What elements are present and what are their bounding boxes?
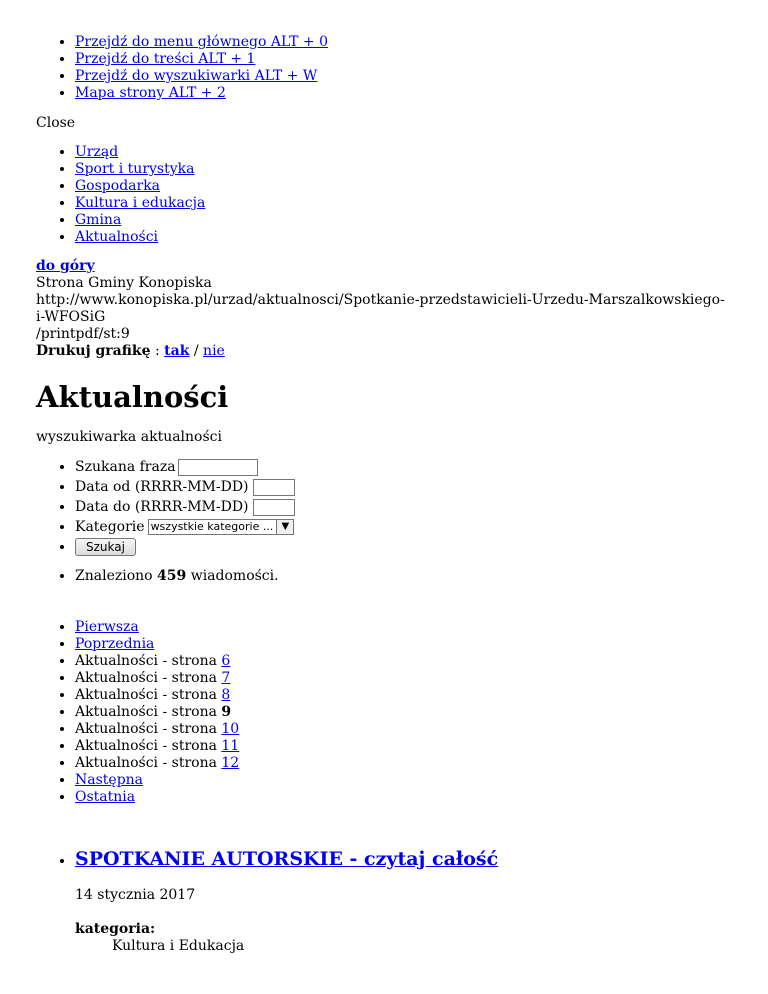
skip-to-content-link[interactable]: Przejdź do treści ALT + 1 [75,51,256,67]
pager-page-link[interactable]: 12 [221,755,240,771]
pager-page-label: Aktualności - strona [75,670,222,686]
category-select-value: wszystkie kategorie ... [150,520,274,533]
pager-page-label: Aktualności - strona [75,721,222,737]
news-title-link[interactable]: SPOTKANIE AUTORSKIE - czytaj całość [75,848,499,870]
news-item [75,848,732,955]
pager-item [75,653,732,670]
main-menu-item [75,195,732,212]
dropdown-arrow-icon: ▼ [276,520,293,534]
skip-link-item [75,34,732,51]
skip-to-search-link[interactable]: Przejdź do wyszukiwarki ALT + W [75,68,318,84]
news-category-value: Kultura i Edukacja [112,938,245,954]
results-prefix: Znaleziono [75,568,158,584]
menu-link-sport[interactable]: Sport i turystyka [75,161,195,177]
pager-current-page: 9 [221,704,232,720]
pager-page-label: Aktualności - strona [75,704,222,720]
news-title-heading [75,848,732,870]
date-from-input[interactable] [253,479,295,496]
pager-item [75,704,732,721]
menu-link-gospodarka[interactable]: Gospodarka [75,178,161,194]
pager-page-label: Aktualności - strona [75,755,222,771]
print-separator: : [150,343,165,359]
to-top-link[interactable]: do góry [36,258,95,274]
search-phrase-label: Szukana fraza [75,459,176,475]
search-phrase-input[interactable] [178,459,258,476]
pager-last-link[interactable]: Ostatnia [75,789,136,805]
pager-page-link[interactable]: 10 [221,721,240,737]
news-meta [75,921,732,955]
page-url-line-2: /printpdf/st:9 [36,326,130,342]
menu-link-gmina[interactable]: Gmina [75,212,122,228]
results-list [36,568,732,585]
pager-item [75,670,732,687]
category-label: Kategorie [75,519,145,535]
sitemap-link[interactable]: Mapa strony ALT + 2 [75,85,226,101]
news-date: 14 stycznia 2017 [75,887,196,903]
pager-prev-link[interactable]: Poprzednia [75,636,155,652]
results-count [75,568,732,585]
skip-link-item [75,85,732,102]
skip-link-item [75,68,732,85]
pager-item [75,619,732,636]
results-number: 459 [157,568,187,584]
site-name: Strona Gminy Konopiska [36,275,212,291]
print-slash: / [189,343,204,359]
date-from-row [75,477,732,497]
print-no-link[interactable]: nie [203,343,225,359]
pager-item [75,687,732,704]
pager-item [75,772,732,789]
search-heading: wyszukiwarka aktualności [36,429,222,445]
skip-link-item [75,51,732,68]
menu-link-kultura[interactable]: Kultura i edukacja [75,195,206,211]
main-menu-item [75,144,732,161]
main-menu-item [75,161,732,178]
date-to-input[interactable] [253,499,295,516]
date-from-label: Data od (RRRR-MM-DD) [75,479,249,495]
print-graphics-label: Drukuj grafikę [36,343,151,359]
pager-item [75,636,732,653]
pager-first-link[interactable]: Pierwsza [75,619,139,635]
main-menu-item [75,212,732,229]
news-category-label: kategoria: [75,921,156,937]
menu-link-urzad[interactable]: Urząd [75,144,119,160]
pager-page-link[interactable]: 8 [221,687,231,703]
to-top-wrapper [36,258,732,275]
submit-row [75,537,732,557]
main-menu-item [75,229,732,246]
skip-links-list [36,0,732,102]
menu-link-aktualnosci[interactable]: Aktualności [75,229,159,245]
category-row [75,517,732,537]
category-select[interactable] [148,519,295,535]
print-yes-label: tak [164,343,190,359]
pager-page-link[interactable]: 6 [221,653,231,669]
pager-page-label: Aktualności - strona [75,653,222,669]
close-control[interactable]: Close [36,115,76,131]
pagination [36,619,732,806]
main-menu-item [75,178,732,195]
print-graphics-line [36,343,732,360]
results-suffix: wiadomości. [186,568,279,584]
pager-page-label: Aktualności - strona [75,738,222,754]
main-menu [36,144,732,246]
page-url-line-1: http://www.konopiska.pl/urzad/aktualnosci/Spotkanie-przedstawicieli-Urzedu-Marszalkowskiego-i-WFOSiG [36,292,725,325]
pager-item [75,738,732,755]
pager-item [75,755,732,772]
news-list [36,848,732,955]
skip-to-menu-link[interactable]: Przejdź do menu głównego ALT + 0 [75,34,328,50]
pager-item [75,789,732,806]
search-submit-button[interactable]: Szukaj [75,538,136,556]
print-yes-link[interactable] [164,343,189,359]
search-form [36,457,732,557]
pager-next-link[interactable]: Następna [75,772,144,788]
pager-item [75,721,732,738]
page-title: Aktualności [36,380,229,414]
pager-page-label: Aktualności - strona [75,687,222,703]
pager-page-link[interactable]: 7 [221,670,231,686]
pager-page-link[interactable]: 11 [221,738,240,754]
search-phrase-row [75,457,732,477]
date-to-row [75,497,732,517]
date-to-label: Data do (RRRR-MM-DD) [75,499,249,515]
